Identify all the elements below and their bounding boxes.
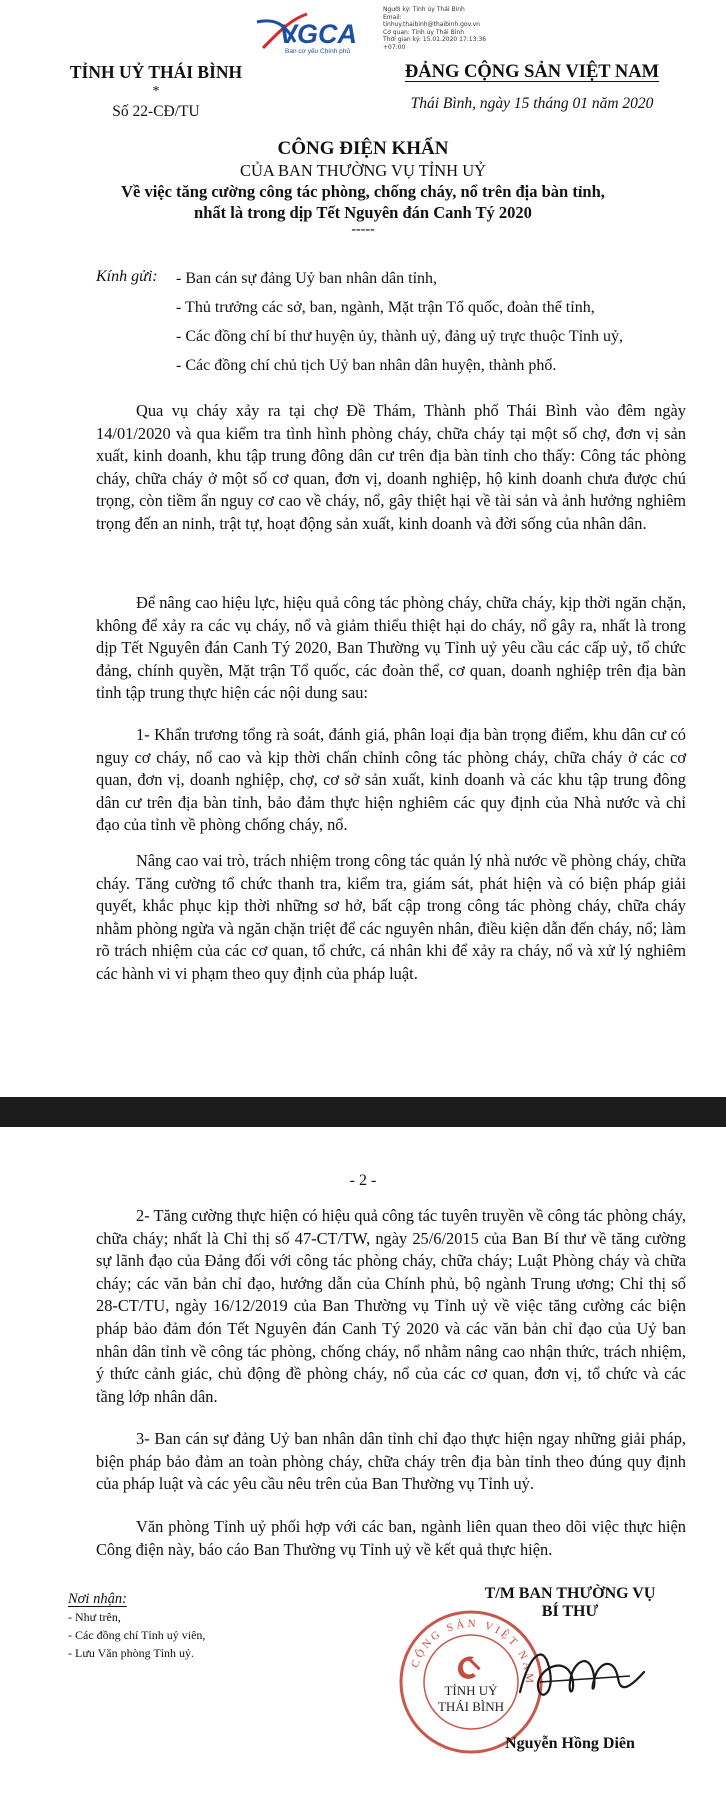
time-line: Thời gian ký: 15.01.2020 17:13:36 [383, 36, 487, 44]
issuer-name: TỈNH UỶ THÁI BÌNH [69, 62, 243, 82]
svg-text:TỈNH UỶ: TỈNH UỶ [444, 1683, 498, 1698]
party-name: ĐẢNG CỘNG SẢN VIỆT NAM [404, 62, 660, 82]
receivers-block [68, 1590, 328, 1662]
recipients-label: Kính gửi: [96, 268, 158, 285]
recipient-item: - Thủ trưởng các sở, ban, ngành, Mặt trận Tổ quốc, đoàn thể tỉnh, [176, 299, 595, 316]
title-divider: ----- [351, 222, 375, 237]
handwritten-signature-icon [510, 1632, 650, 1722]
document-number: Số 22-CĐ/TU [112, 103, 200, 120]
receiver-item: - Lưu Văn phòng Tỉnh uỷ. [68, 1646, 195, 1660]
receivers-title: Nơi nhận: [68, 1591, 127, 1607]
party-block [382, 62, 682, 113]
issuer-star: * [152, 84, 160, 99]
recipients-list [176, 268, 706, 384]
title-about-line-1: Về việc tăng cường công tác phòng, chống cháy, nổ trên địa bàn tỉnh, [121, 182, 605, 201]
body-paragraph: Văn phòng Tỉnh uỷ phối hợp với các ban, ngành liên quan theo dõi việc thực hiện Công điện này, báo cáo Ban Thường vụ Tỉnh uỷ về kết quả thực hiện. [96, 1517, 686, 1559]
signature-details [383, 6, 486, 52]
signer-line: Người ký: Tỉnh ủy Thái Bình [383, 6, 465, 13]
title-about-line-2: nhất là trong dịp Tết Nguyên đán Canh Tý 2020 [194, 203, 532, 222]
vgca-logo-icon [255, 8, 383, 56]
title-main: CÔNG ĐIỆN KHẨN [277, 138, 449, 159]
issuer-block [54, 62, 258, 121]
digital-signature-stamp [255, 6, 495, 61]
recipient-item: - Các đồng chí bí thư huyện ủy, thành uỷ, đảng uỷ trực thuộc Tỉnh uỷ, [176, 328, 624, 345]
signer-title: BÍ THƯ [541, 1603, 599, 1620]
page-separator [0, 1097, 726, 1127]
svg-text:CỘNG SẢN VIỆT NAM: CỘNG SẢN VIỆT NAM [409, 1617, 536, 1687]
body-paragraph: 3- Ban cán sự đảng Uỷ ban nhân dân tỉnh chỉ đạo thực hiện ngay những giải pháp, biện pháp bảo đảm an toàn phòng cháy, chữa cháy trên địa bàn tỉnh theo đúng quy định của pháp luật và các yêu cầu nêu trên của Ban Thường vụ Tỉnh uỷ. [96, 1429, 686, 1494]
document-page-2 [0, 1127, 726, 1798]
receiver-item: - Như trên, [68, 1610, 121, 1624]
signer-name: Nguyễn Hồng Diên [505, 1735, 635, 1752]
email-label: Email: [383, 13, 402, 21]
recipient-item: - Ban cán sự đảng Uỷ ban nhân dân tỉnh, [176, 270, 438, 287]
body-paragraph: Để nâng cao hiệu lực, hiệu quả công tác phòng cháy, chữa cháy, kịp thời ngăn chặn, không để xảy ra các vụ cháy, nổ và giảm thiểu thiệt hại do cháy, nổ gây ra, nhất là trong dịp Tết Nguyên đán Canh Tý 2020, Ban Thường vụ Tỉnh uỷ yêu cầu các cấp uỷ, tổ chức đảng, chính quyền, Mặt trận Tổ quốc, các đoàn thể, cơ quan, doanh nghiệp trên địa bàn tỉnh tập trung thực hiện các nội dung sau: [96, 593, 686, 703]
body-paragraph: Qua vụ cháy xảy ra tại chợ Đề Thám, Thành phố Thái Bình vào đêm ngày 14/01/2020 và qua kiểm tra tình hình phòng cháy, chữa cháy tại một số chợ, đơn vị sản xuất, kinh doanh, khu tập trung đông dân cư trên địa bàn tỉnh cho thấy: Công tác phòng cháy, chữa cháy ở một số cơ quan, đơn vị, doanh nghiệp, hộ kinh doanh chưa được chú trọng, còn tiềm ẩn nguy cơ cao về cháy, nổ, gây thiệt hại về tài sản và ảnh hưởng nghiêm trọng đến an ninh, trật tự, hoạt động sản xuất, kinh doanh và đời sống của nhân dân. [96, 401, 686, 533]
agency-line: Cơ quan: Tỉnh ủy Thái Bình [383, 28, 464, 36]
body-paragraph: Nâng cao vai trò, trách nhiệm trong công tác quản lý nhà nước về phòng cháy, chữa cháy. Tăng cường tổ chức thanh tra, kiểm tra, giám sát, phát hiện và có biện pháp giải quyết, khắc phục kịp thời những sơ hở, bất cập trong công tác phòng cháy, chữa cháy nhằm phòng ngừa và ngăn chặn triệt để các nguyên nhân, điều kiện dẫn đến cháy, nổ; làm rõ trách nhiệm của các cơ quan, tổ chức, cá nhân khi để xảy ra cháy, nổ và xử lý nghiêm các hành vi vi phạm theo quy định của pháp luật. [96, 851, 686, 983]
recipient-item: - Các đồng chí chủ tịch Uỷ ban nhân dân huyện, thành phố. [176, 357, 557, 374]
signer-role: T/M BAN THƯỜNG VỤ [484, 1585, 656, 1602]
page-number: - 2 - [349, 1172, 377, 1189]
document-date: Thái Bình, ngày 15 tháng 01 năm 2020 [410, 95, 654, 112]
document-title [60, 138, 666, 237]
svg-text:Ban cơ yếu Chính phủ: Ban cơ yếu Chính phủ [285, 48, 350, 55]
svg-text:VGCA: VGCA [279, 19, 358, 49]
tz-line: +07:00 [383, 43, 406, 51]
body-paragraph: 1- Khẩn trương tổng rà soát, đánh giá, phân loại địa bàn trọng điểm, khu dân cư có nguy cơ cháy, nổ cao và kịp thời chấn chỉnh công tác phòng cháy, chữa cháy ở các cơ quan, đơn vị, doanh nghiệp, chợ, cơ sở sản xuất, kinh doanh và các khu tập trung đông dân cư trên địa bàn tỉnh, bảo đảm thực hiện nghiêm các quy định của Nhà nước và chỉ đạo của tỉnh về phòng chống cháy, nổ. [96, 725, 686, 835]
email-value: tinhuy.thaibinh@thaibinh.gov.vn [383, 21, 480, 29]
receiver-item: - Các đồng chí Tỉnh uỷ viên, [68, 1628, 206, 1642]
svg-text:THÁI BÌNH: THÁI BÌNH [437, 1699, 505, 1714]
title-sub: CỦA BAN THƯỜNG VỤ TỈNH UỶ [239, 161, 487, 180]
body-paragraph: 2- Tăng cường thực hiện có hiệu quả công tác tuyên truyền về công tác phòng cháy, chữa cháy; nhất là Chỉ thị số 47-CT/TW, ngày 25/6/2015 của Ban Bí thư về tăng cường sự lãnh đạo của Đảng đối với công tác phòng cháy, chữa cháy; Luật Phòng cháy và chữa cháy; các văn bản chỉ đạo, hướng dẫn của Chính phủ, bộ ngành Trung ương; Chỉ thị số 28-CT/TU, ngày 16/12/2019 của Ban Thường vụ Tỉnh uỷ về việc tăng cường các biện pháp bảo đảm đón Tết Nguyên đán Canh Tý 2020 và các văn bản chỉ đạo của Uỷ ban nhân dân tỉnh về công tác phòng, chống cháy, nổ nhằm nâng cao nhận thức, trách nhiệm, ý thức cảnh giác, chủ động đề phòng cháy, nổ của các cơ quan, đơn vị, tổ chức và các tầng lớp nhân dân. [96, 1206, 686, 1406]
